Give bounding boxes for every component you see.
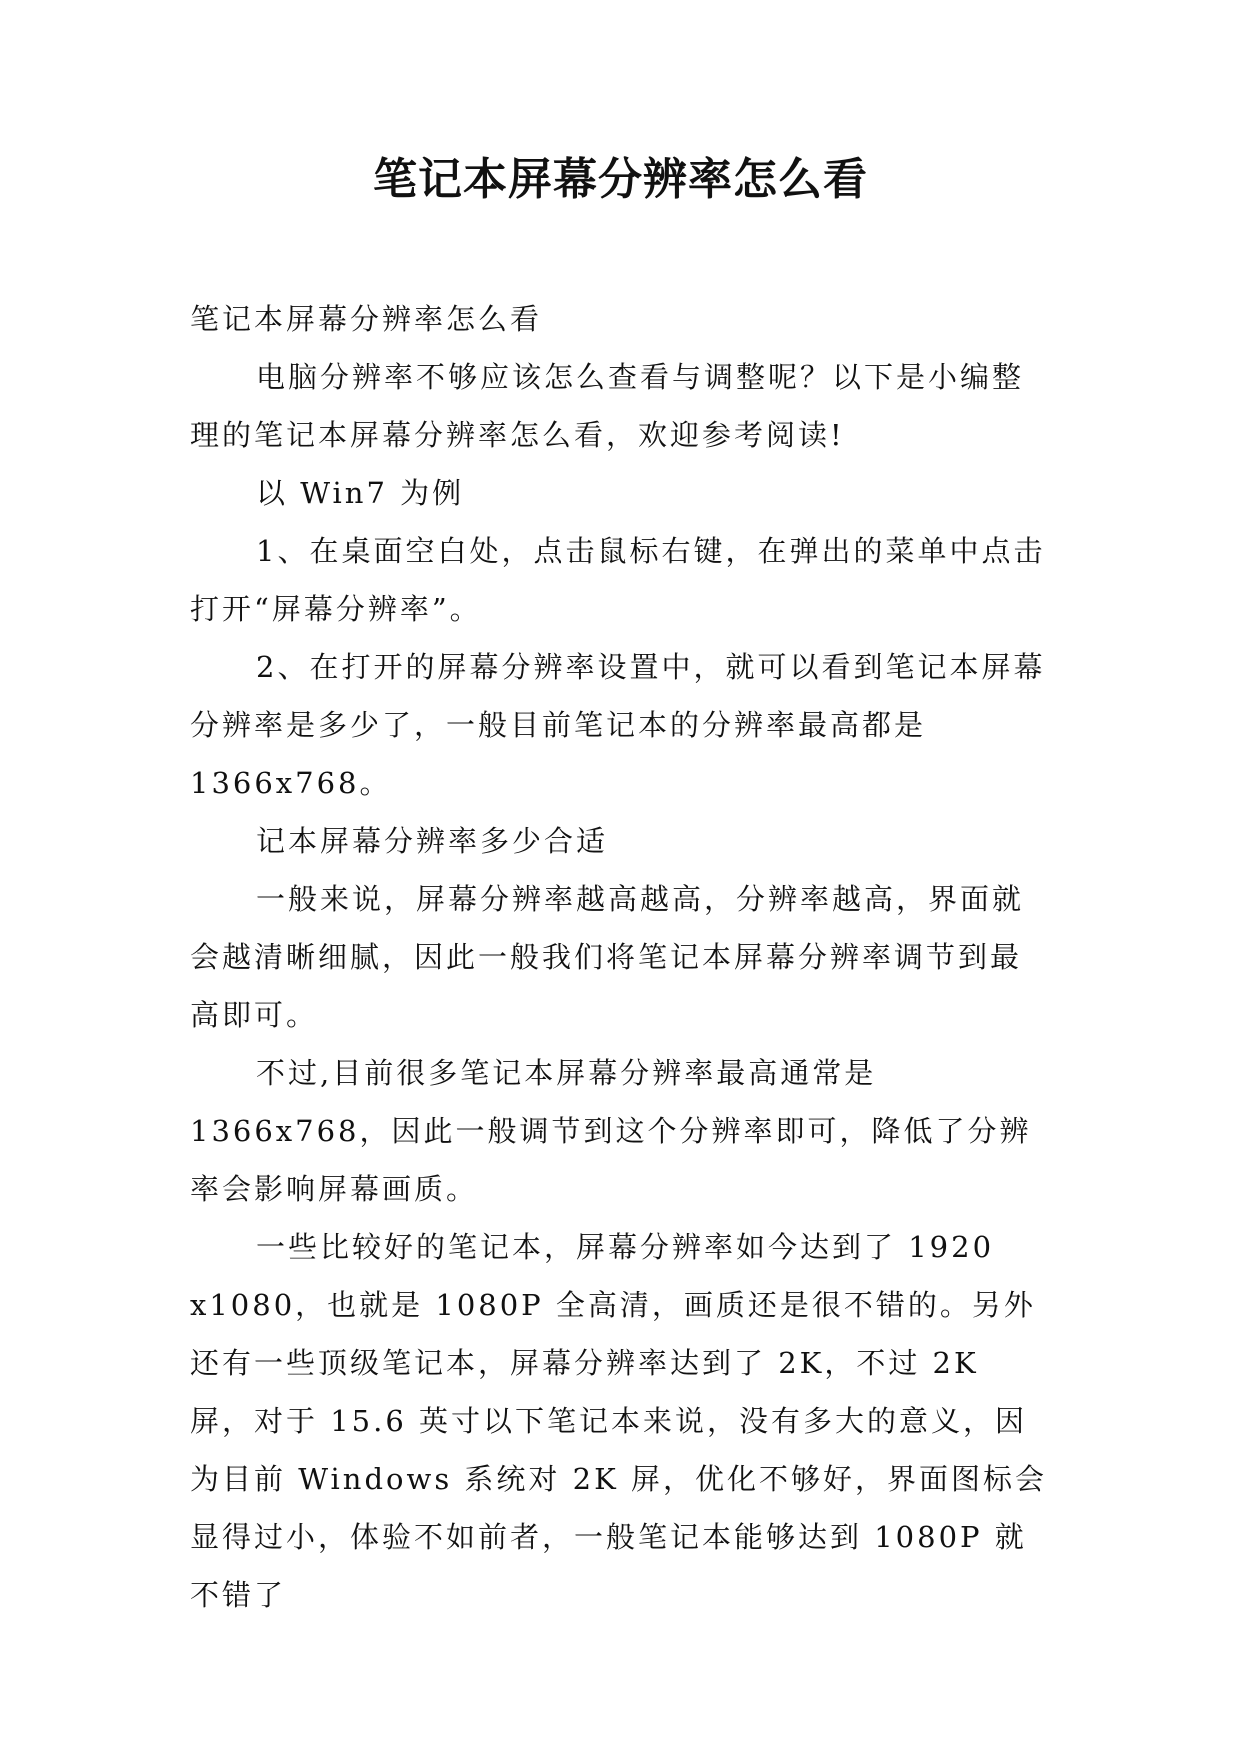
paragraph-step-2: 2、在打开的屏幕分辨率设置中，就可以看到笔记本屏幕分辨率是多少了，一般目前笔记本的分辨率最高都是 1366x768。 xyxy=(190,650,1046,800)
document-title: 笔记本屏幕分辨率怎么看 xyxy=(373,154,868,205)
paragraph-step-1: 1、在桌面空白处，点击鼠标右键，在弹出的菜单中点击打开“屏幕分辨率”。 xyxy=(190,534,1046,626)
document-body xyxy=(190,290,1052,1624)
paragraph-subheading: 记本屏幕分辨率多少合适 xyxy=(256,824,609,858)
paragraph-intro: 电脑分辨率不够应该怎么查看与调整呢？以下是小编整理的笔记本屏幕分辨率怎么看，欢迎参考阅读! xyxy=(190,360,1025,452)
paragraph-high-end: 一些比较好的笔记本，屏幕分辨率如今达到了 1920 x1080，也就是 1080P 全高清，画质还是很不错的。另外还有一些顶级笔记本，屏幕分辨率达到了 2K，不过 2K 屏，对于 15.6 英寸以下笔记本来说，没有多大的意义，因为目前 Windows 系统对 2K 屏，优化不够好，界面图标会显得过小，体验不如前者，一般笔记本能够达到 1080P 就不错了 xyxy=(190,1230,1047,1612)
paragraph-example: 以 Win7 为例 xyxy=(256,476,465,510)
paragraph-heading: 笔记本屏幕分辨率怎么看 xyxy=(190,302,543,336)
paragraph-general: 一般来说，屏幕分辨率越高越高，分辨率越高，界面就会越清晰细腻，因此一般我们将笔记本屏幕分辨率调节到最高即可。 xyxy=(190,882,1025,1032)
paragraph-however: 不过,目前很多笔记本屏幕分辨率最高通常是1366x768，因此一般调节到这个分辨率即可，降低了分辨率会影响屏幕画质。 xyxy=(190,1056,1032,1206)
